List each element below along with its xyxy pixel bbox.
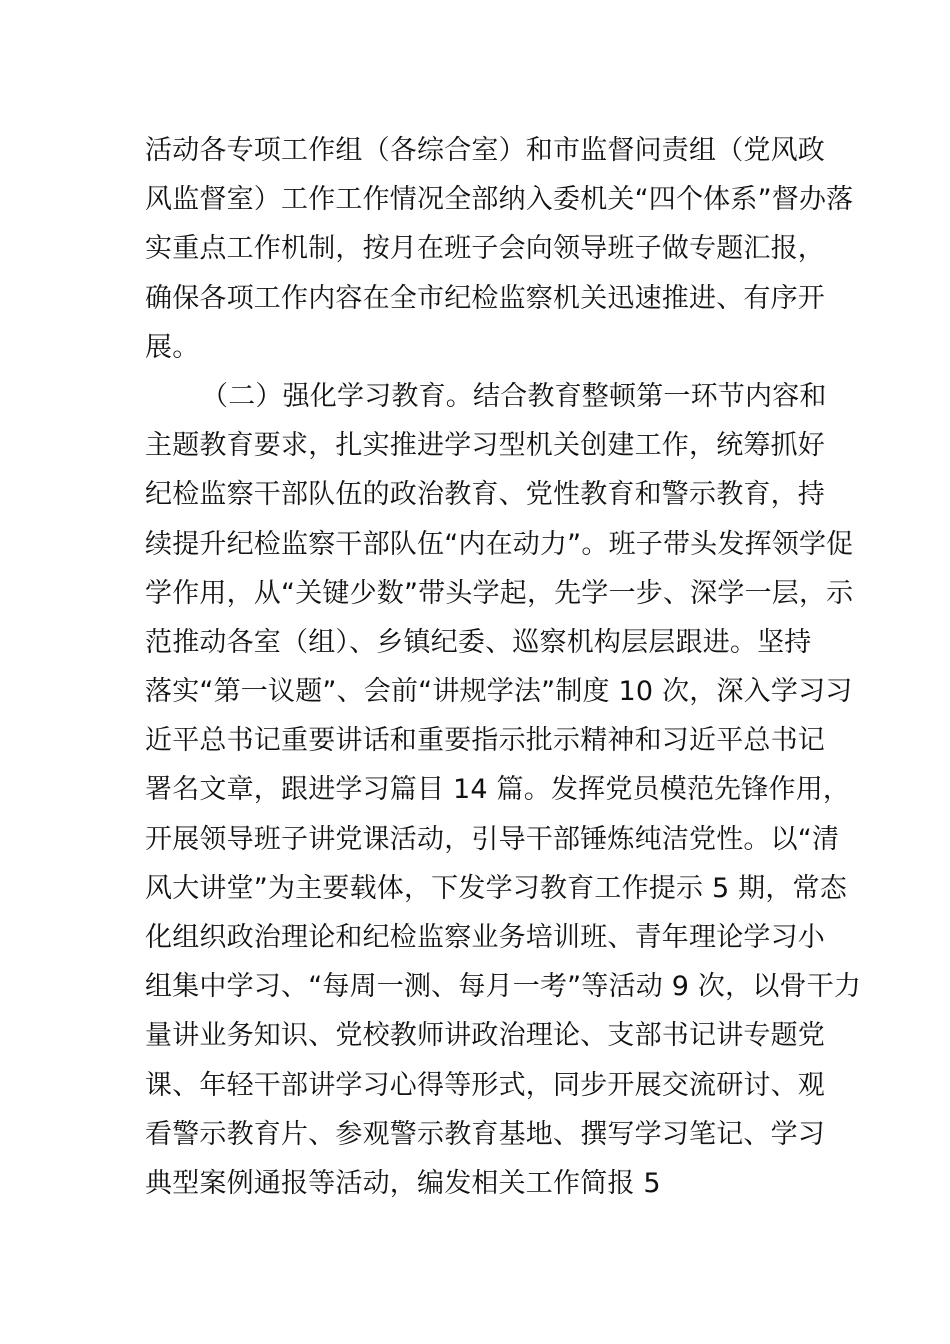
text-line: 看警示教育片、参观警示教育基地、撰写学习笔记、学习 (145, 1118, 825, 1150)
text-line: 组集中学习、“每周一测、每月一考”等活动 9 次，以骨干力 (145, 971, 862, 1003)
text-line: （二）强化学习教育。结合教育整顿第一环节内容和 (201, 380, 827, 412)
document-body (145, 126, 862, 1208)
text-line: 范推动各室（组）、乡镇纪委、巡察机构层层跟进。坚持 (145, 626, 812, 658)
text-line: 主题教育要求，扎实推进学习型机关创建工作，统筹抓好 (145, 430, 825, 462)
text-line: 纪检监察干部队伍的政治教育、党性教育和警示教育，持 (145, 479, 825, 511)
text-line: 课、年轻干部讲学习心得等形式，同步开展交流研讨、观 (145, 1069, 825, 1101)
text-line: 开展领导班子讲党课活动，引导干部锤炼纯洁党性。以“清 (145, 823, 840, 855)
text-line: 量讲业务知识、党校教师讲政治理论、支部书记讲专题党 (145, 1020, 825, 1052)
paragraph-1 (145, 126, 854, 372)
text-line: 落实“第一议题”、会前“讲规学法”制度 10 次，深入学习习 (145, 676, 853, 708)
text-line: 近平总书记重要讲话和重要指示批示精神和习近平总书记 (145, 725, 825, 757)
text-line: 活动各专项工作组（各综合室）和市监督问责组（党风政 (145, 135, 825, 166)
text-line: 实重点工作机制，按月在班子会向领导班子做专题汇报， (145, 233, 825, 265)
text-line: 展。 (145, 331, 200, 363)
text-line: 续提升纪检监察干部队伍“内在动力”。班子带头发挥领学促 (145, 528, 854, 560)
text-line: 确保各项工作内容在全市纪检监察机关迅速推进、有序开 (145, 282, 825, 314)
text-line: 学作用，从“关键少数”带头学起，先学一步、深学一层，示 (145, 577, 854, 609)
text-line: 典型案例通报等活动，编发相关工作简报 5 (145, 1167, 661, 1199)
text-line: 化组织政治理论和纪检监察业务培训班、青年理论学习小 (145, 922, 825, 953)
text-line: 署名文章，跟进学习篇目 14 篇。发挥党员模范先锋作用， (145, 774, 851, 806)
text-line: 风监督室）工作工作情况全部纳入委机关“四个体系”督办落 (145, 184, 854, 216)
text-line: 风大讲堂”为主要载体，下发学习教育工作提示 5 期，常态 (145, 872, 847, 904)
paragraph-2 (145, 372, 862, 1208)
